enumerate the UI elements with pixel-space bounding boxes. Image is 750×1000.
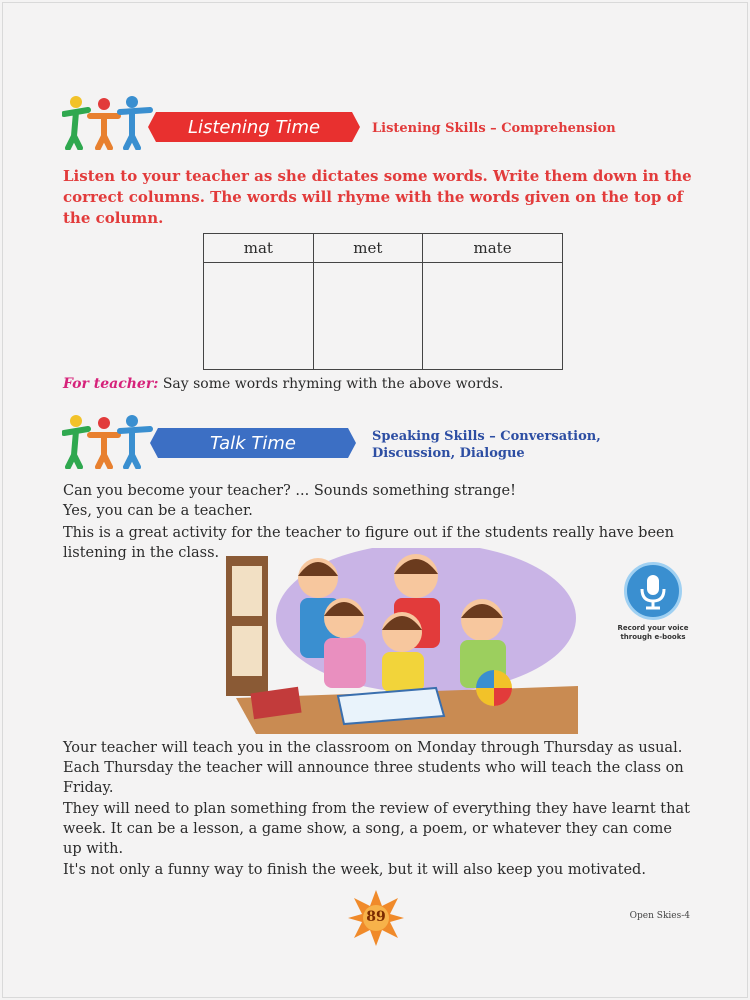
column-header: mat — [204, 234, 314, 263]
rhyme-table — [203, 233, 563, 370]
paragraph: Yes, you can be a teacher. — [63, 503, 253, 519]
column-header: met — [313, 234, 422, 263]
answer-cell[interactable] — [313, 263, 422, 370]
record-voice-caption — [610, 624, 696, 642]
page-number: 89 — [366, 909, 386, 925]
teacher-note-label: For teacher: — [63, 376, 159, 392]
table-header-row — [204, 234, 563, 263]
paragraph: Can you become your teacher? ... Sounds something strange! — [63, 483, 516, 499]
subheading-line: Discussion, Dialogue — [372, 446, 525, 461]
table-row — [204, 263, 563, 370]
answer-cell[interactable] — [423, 263, 563, 370]
listening-time-banner — [148, 110, 360, 144]
answer-cell[interactable] — [204, 263, 314, 370]
section-subheading — [372, 428, 601, 462]
section-subheading: Listening Skills – Comprehension — [372, 121, 616, 136]
paragraph: It's not only a funny way to finish the week, but it will also keep you motivated. — [63, 862, 646, 878]
talk-time-banner — [150, 426, 356, 460]
microphone-icon[interactable] — [624, 562, 682, 620]
instructions: Listen to your teacher as she dictates some words. Write them down in the correct columns. The words will rhyme with the words given on the top of the column. — [63, 167, 692, 227]
teacher-note-text: Say some words rhyming with the above words. — [162, 376, 504, 392]
kids-group-icon — [62, 94, 154, 150]
record-voice-widget[interactable] — [610, 562, 696, 642]
banner-title: Listening Time — [187, 116, 321, 138]
classroom-illustration — [226, 548, 578, 734]
paragraph: They will need to plan something from the review of everything they have learnt that week. It can be a lesson, a game show, a song, a poem, or whatever they can come up with. — [63, 801, 690, 857]
paragraph: Your teacher will teach you in the classroom on Monday through Thursday as usual. Each Thursday the teacher will announce three students who will teach the class on Friday. — [63, 740, 684, 796]
subheading-line: Speaking Skills – Conversation, — [372, 429, 601, 444]
banner-title: Talk Time — [210, 432, 296, 454]
series-label: Open Skies-4 — [629, 911, 690, 921]
caption-line: through e-books — [620, 633, 686, 641]
caption-line: Record your voice — [617, 624, 689, 632]
paragraph: This is a great activity for the teacher to figure out if the students really have been listening in the class. — [63, 525, 674, 561]
column-header: mate — [423, 234, 563, 263]
teacher-note — [63, 376, 503, 392]
kids-group-icon — [62, 413, 154, 469]
page-number-badge — [348, 890, 404, 946]
